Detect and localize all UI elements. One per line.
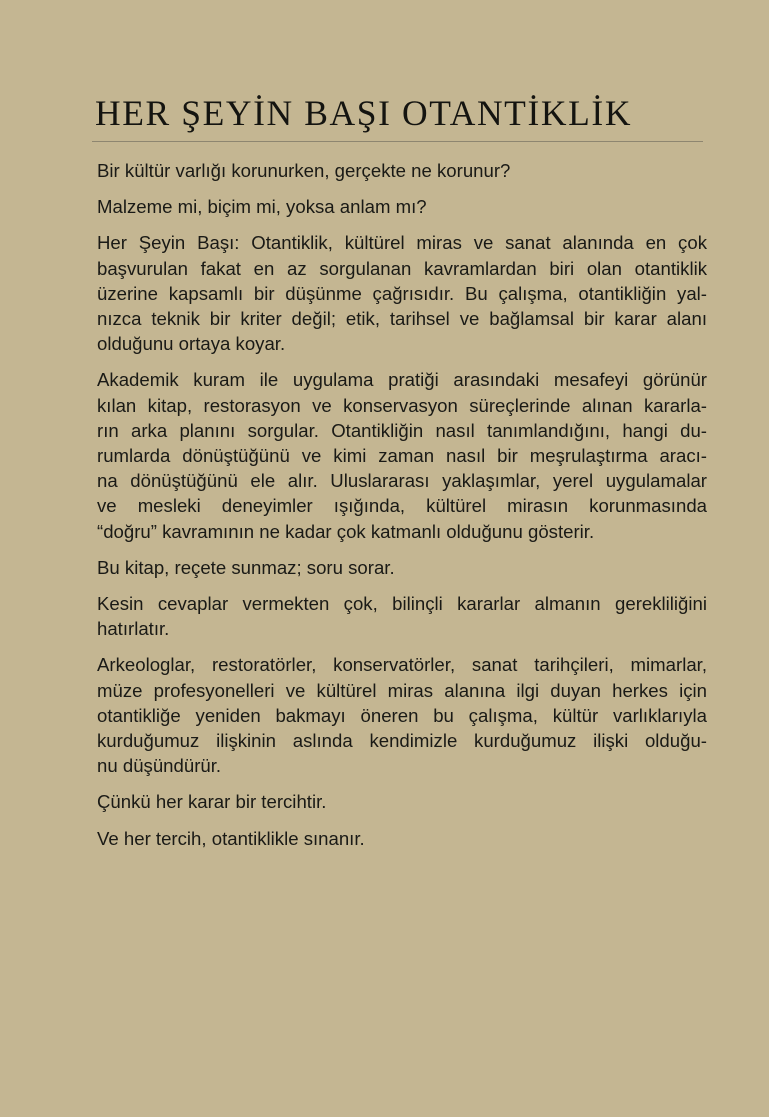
text-line: başvurulan fakat en az sorgulanan kavramlardan biri olan otantiklik (97, 257, 707, 279)
text-line: Arkeologlar, restoratörler, konservatörler, sanat tarihçileri, mimarlar, (97, 654, 707, 676)
paragraph (97, 230, 707, 356)
cover-title: HER ŞEYİN BAŞI OTANTİKLİK (95, 93, 633, 133)
text-line: otantikliğe yeniden bakmayı öneren bu çalışma, kültür varlıklarıyla (97, 704, 707, 726)
text-line: Çünkü her karar bir tercihtir. (97, 791, 327, 813)
paragraph (97, 367, 707, 543)
text-line: ve mesleki deneyimler ışığında, kültürel mirasın korunmasında (97, 495, 707, 517)
text-line: olduğunu ortaya koyar. (97, 333, 286, 355)
text-line: Bu kitap, reçete sunmaz; soru sorar. (97, 556, 395, 578)
text-line: rumlarda dönüştüğünü ve kimi zaman nasıl bir meşrulaştırma aracı- (97, 445, 707, 467)
text-line: Malzeme mi, biçim mi, yoksa anlam mı? (97, 196, 427, 218)
text-line: Akademik kuram ile uygulama pratiği arasındaki mesafeyi görünür (97, 369, 707, 391)
text-line: rın arka planını sorgular. Otantikliğin nasıl tanımlandığını, hangi du- (97, 419, 707, 441)
paragraph (97, 158, 707, 183)
text-line: üzerine kapsamlı bir düşünme çağrısıdır. Bu çalışma, otantikliğin yal- (97, 282, 707, 304)
text-line: kurduğumuz ilişkinin aslında kendimizle kurduğumuz ilişki olduğu- (97, 730, 707, 752)
text-line: nızca teknik bir kriter değil; etik, tarihsel ve bağlamsal bir karar alanı (97, 308, 707, 330)
text-line: Kesin cevaplar vermekten çok, bilinçli kararlar almanın gerekliliğini (97, 593, 707, 615)
text-line: hatırlatır. (97, 618, 170, 640)
text-line: na dönüştüğünü ele alır. Uluslararası yaklaşımlar, yerel uygulamalar (97, 470, 707, 492)
text-line: “doğru” kavramının ne kadar çok katmanlı olduğunu gösterir. (97, 520, 595, 542)
text-line: nu düşündürür. (97, 755, 222, 777)
text-line: Her Şeyin Başı: Otantiklik, kültürel miras ve sanat alanında en çok (97, 232, 707, 254)
paragraph (97, 826, 707, 851)
title-divider (92, 141, 703, 142)
paragraph (97, 652, 707, 778)
text-line: kılan kitap, restorasyon ve konservasyon süreçlerinde alınan kararla- (97, 394, 707, 416)
paragraph (97, 591, 707, 641)
text-line: Ve her tercih, otantiklikle sınanır. (97, 827, 365, 849)
text-line: Bir kültür varlığı korunurken, gerçekte ne korunur? (97, 160, 511, 181)
paragraph (97, 789, 707, 814)
paragraph (97, 555, 707, 580)
back-cover-text (97, 158, 707, 862)
paragraph (97, 194, 707, 219)
text-line: müze profesyonelleri ve kültürel miras alanına ilgi duyan herkes için (97, 679, 707, 701)
